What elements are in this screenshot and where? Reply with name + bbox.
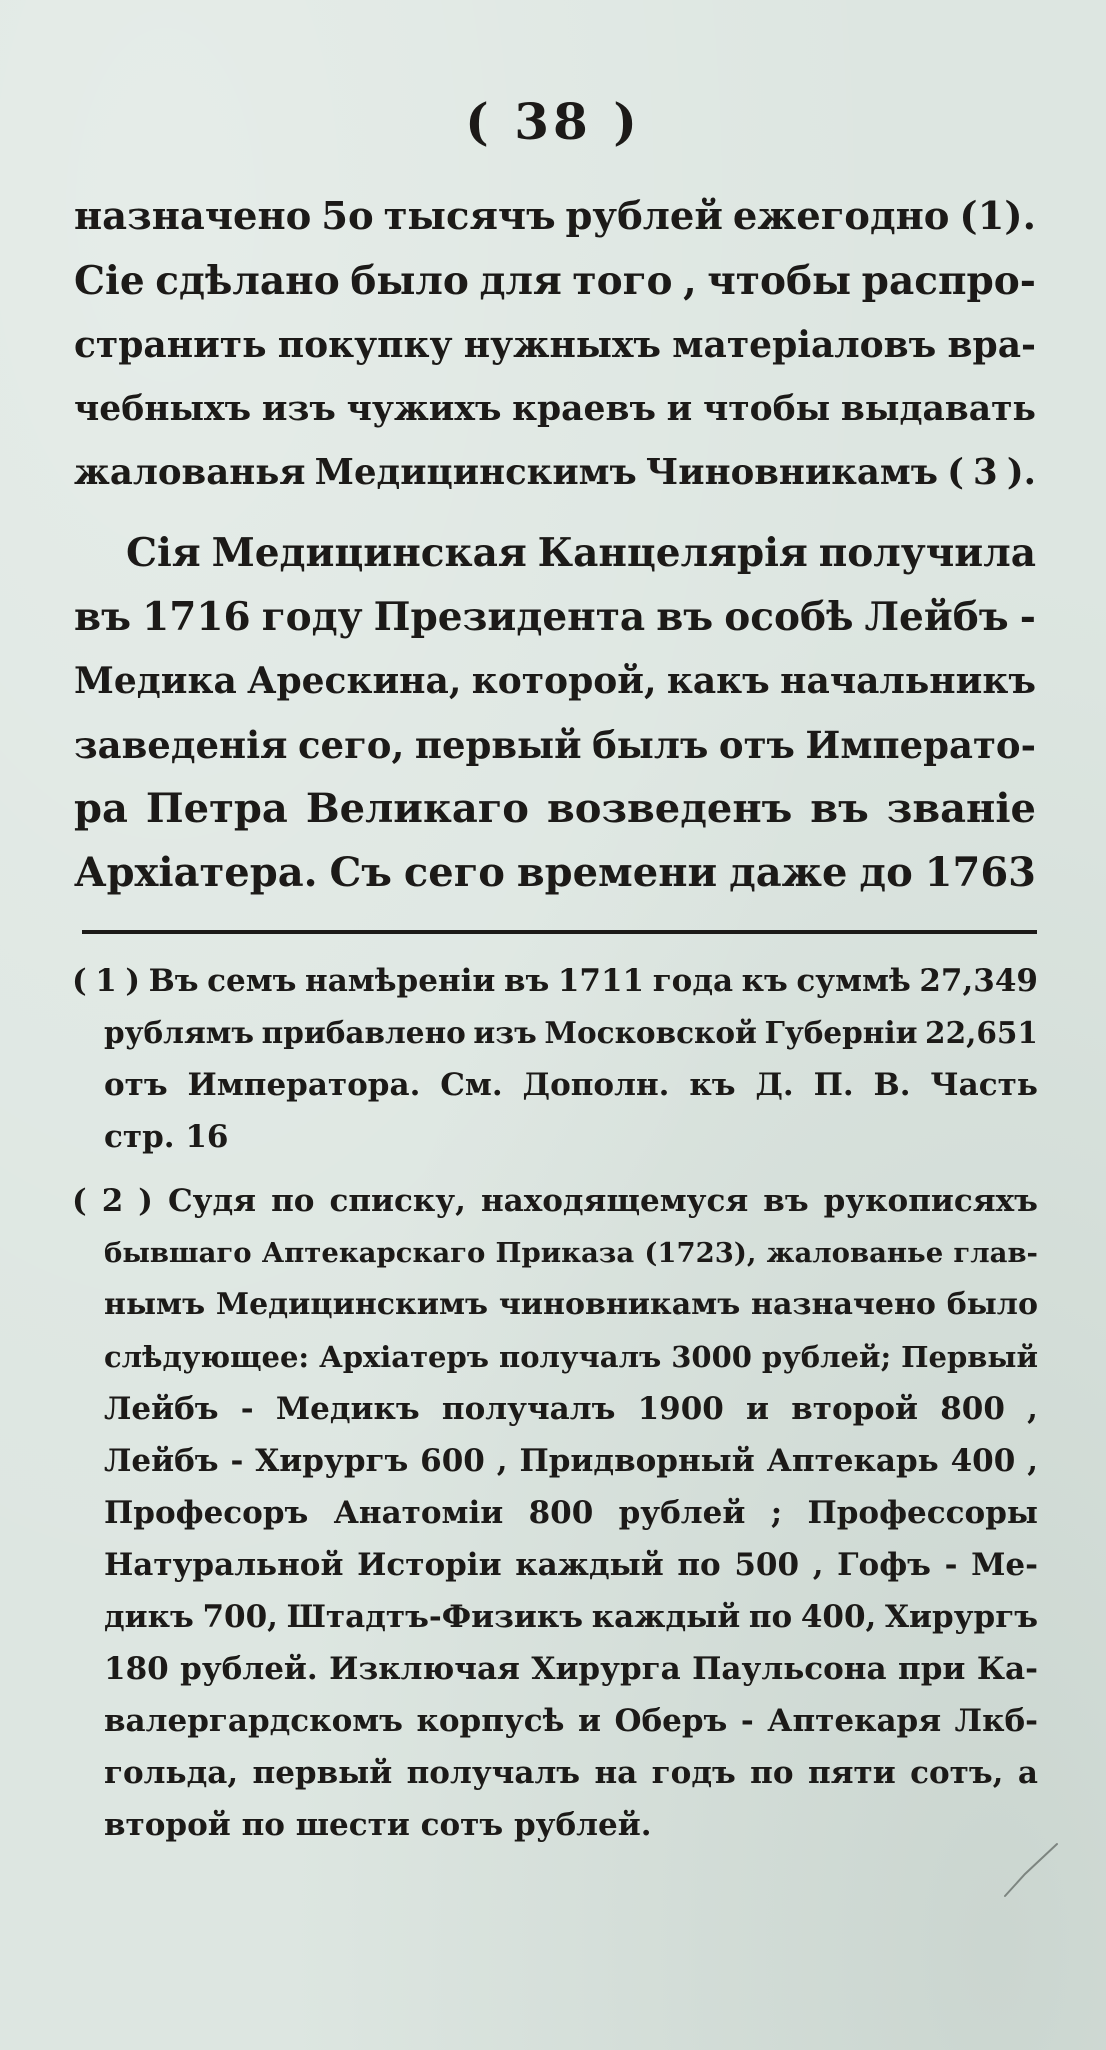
word: пяти: [807, 1755, 896, 1791]
word: Ка-: [976, 1651, 1038, 1687]
word: намѣреніи: [305, 963, 496, 999]
word: (: [947, 452, 964, 493]
word: которой,: [471, 660, 657, 702]
word: вра-: [947, 324, 1036, 366]
word: Лкб-: [954, 1703, 1038, 1739]
word: Императора.: [187, 1067, 421, 1103]
word: сего,: [298, 723, 405, 767]
word: даже: [729, 849, 848, 896]
word: первый: [414, 723, 582, 767]
word: ,: [683, 258, 697, 304]
word: Аптекаря: [767, 1703, 942, 1739]
word: и: [577, 1703, 601, 1739]
footnote-line-content: второй по шести сотъ рублей.: [104, 1807, 652, 1843]
text-line: [74, 841, 1036, 905]
word: -: [240, 1391, 254, 1427]
word: Хирургъ: [255, 1443, 409, 1479]
word: прибавлено: [261, 1015, 466, 1050]
text-line: [74, 521, 1036, 585]
word: каждый: [515, 1547, 664, 1583]
text-line: [74, 185, 1036, 249]
word: Медика: [74, 660, 237, 702]
word: въ: [74, 594, 132, 640]
text-line: [74, 585, 1036, 649]
word: получалъ: [441, 1391, 616, 1427]
word: 600: [420, 1443, 485, 1479]
word: получила: [818, 530, 1036, 576]
word: семъ: [207, 963, 297, 999]
footnote-line: [72, 1007, 1038, 1059]
footnote-line: [72, 1175, 1038, 1227]
word: распро-: [861, 258, 1036, 304]
word: и: [666, 389, 693, 429]
word: сдѣлано: [155, 258, 340, 304]
word: на: [594, 1755, 638, 1791]
word: начальникъ: [780, 660, 1036, 702]
word: до: [859, 849, 913, 896]
word: (1723),: [644, 1237, 757, 1269]
word: званіе: [886, 785, 1036, 832]
word: изъ: [473, 1015, 537, 1050]
word: рукописяхъ: [823, 1183, 1038, 1219]
word: чтобы: [707, 258, 852, 304]
word: гольда,: [104, 1755, 239, 1791]
word: покупку: [277, 324, 453, 366]
word: Медицинскимъ: [314, 452, 637, 493]
text-line: [74, 249, 1036, 313]
word: Съ: [329, 849, 392, 896]
word: рублей;: [761, 1340, 892, 1374]
footnote-line: [72, 1435, 1038, 1487]
word: какъ: [666, 660, 770, 702]
word: Приказа: [495, 1237, 635, 1269]
footnote-line: [72, 1383, 1038, 1435]
word: жалованья: [74, 452, 306, 493]
word: В.: [873, 1067, 911, 1103]
word: выдавать: [840, 389, 1036, 429]
word: Ме-: [971, 1547, 1038, 1583]
word: (: [72, 963, 87, 999]
word: (: [72, 1183, 87, 1219]
word: получалъ: [406, 1755, 581, 1791]
word: (1).: [959, 194, 1036, 239]
word: Медицинскимъ: [215, 1287, 489, 1322]
word: чебныхъ: [74, 389, 252, 429]
word: въ: [656, 594, 714, 640]
word: странить: [74, 324, 267, 366]
word: годъ: [651, 1755, 736, 1791]
word: Професоръ: [104, 1495, 309, 1531]
word: Московской: [544, 1015, 757, 1050]
word: Канцелярія: [537, 530, 808, 576]
word: къ: [741, 963, 788, 999]
word: въ: [763, 1183, 809, 1219]
word: 500: [734, 1547, 800, 1583]
word: Сіе: [74, 258, 145, 304]
word: валергардскомъ: [104, 1703, 403, 1739]
word: возведенъ: [546, 785, 793, 832]
word: нымъ: [104, 1287, 206, 1322]
word: нужныхъ: [463, 324, 662, 366]
footnote-line-content: стр. 16: [104, 1119, 229, 1155]
word: 400,: [800, 1599, 877, 1635]
footnote-separator: [82, 930, 1037, 934]
word: бывшаго: [104, 1237, 252, 1269]
word: первый: [252, 1755, 393, 1791]
word: было: [350, 258, 469, 304]
text-line: [74, 777, 1036, 841]
word: См.: [440, 1067, 503, 1103]
text-line: [74, 713, 1036, 777]
word: рублей: [565, 194, 723, 239]
word: 5о: [321, 194, 374, 239]
word: Аптекарь: [766, 1443, 939, 1479]
word: ежегодно: [732, 194, 950, 239]
word: а: [1017, 1755, 1038, 1791]
footnote-line: [72, 1539, 1038, 1591]
word: былъ: [592, 723, 709, 767]
word: Профессоры: [807, 1495, 1038, 1531]
word: Великаго: [305, 785, 529, 832]
footnote-line: [72, 1591, 1038, 1643]
word: Медикъ: [275, 1391, 420, 1427]
word: ,: [1027, 1443, 1038, 1479]
word: Императо-: [805, 723, 1036, 767]
word: 800: [528, 1495, 594, 1531]
footnote-spacer: [72, 1163, 1038, 1175]
word: Штадтъ-Физикъ: [286, 1599, 584, 1635]
word: ): [125, 963, 141, 999]
word: Судя: [167, 1183, 257, 1219]
word: чужихъ: [346, 389, 502, 429]
word: корпусѣ: [416, 1703, 565, 1739]
word: изъ: [261, 389, 336, 429]
word: Оберъ: [614, 1703, 728, 1739]
word: 22,651: [925, 1015, 1038, 1050]
word: Придворный: [519, 1443, 755, 1479]
word: чтобы: [702, 389, 831, 429]
text-line: [74, 313, 1036, 377]
footnote-line: [72, 1059, 1038, 1111]
word: каждый: [591, 1599, 741, 1635]
pencil-mark-icon: [1001, 1840, 1061, 1900]
word: 27,349: [919, 963, 1038, 999]
word: для: [479, 258, 562, 304]
word: при: [898, 1651, 966, 1687]
word: Дополн.: [522, 1067, 670, 1103]
word: списку,: [329, 1183, 466, 1219]
word: -: [740, 1703, 754, 1739]
word: Часть: [930, 1067, 1038, 1103]
footnote-line: [72, 1747, 1038, 1799]
word: назначено: [74, 194, 312, 239]
word: второй: [791, 1391, 918, 1427]
word: тысячъ: [383, 194, 556, 239]
word: Архіатеръ: [319, 1340, 490, 1374]
word: глав-: [953, 1237, 1038, 1269]
word: по: [748, 1599, 793, 1635]
word: 700,: [202, 1599, 278, 1635]
footnote-line: [72, 1799, 1038, 1851]
word: чиновникамъ: [498, 1287, 741, 1322]
word: Чиновникамъ: [645, 452, 938, 493]
word: по: [677, 1547, 721, 1583]
word: по: [271, 1183, 315, 1219]
word: Д.: [755, 1067, 794, 1103]
word: Сія: [126, 530, 201, 576]
word: Анатоміи: [333, 1495, 504, 1531]
word: заведенія: [74, 723, 288, 767]
footnote-line: [72, 1111, 1038, 1163]
word: -: [1019, 594, 1036, 640]
word: и: [746, 1391, 770, 1427]
word: было: [946, 1287, 1038, 1322]
word: -: [230, 1443, 244, 1479]
word: ;: [770, 1495, 783, 1531]
word: ,: [1027, 1391, 1038, 1427]
word: краевъ: [512, 389, 656, 429]
word: Изключая: [329, 1651, 520, 1687]
word: Исторіи: [357, 1547, 502, 1583]
page-number: ( 38 ): [465, 92, 641, 151]
word: 800: [940, 1391, 1005, 1427]
word: 1763: [924, 849, 1036, 896]
word: году: [261, 594, 363, 640]
text-line: [74, 649, 1036, 713]
word: сотъ,: [910, 1755, 1004, 1791]
footnote-line: [72, 1279, 1038, 1331]
word: Архіатера.: [74, 849, 318, 896]
word: Лейбъ: [104, 1443, 219, 1479]
word: къ: [689, 1067, 736, 1103]
word: того: [572, 258, 673, 304]
word: рублямъ: [104, 1015, 255, 1050]
word: матеріаловъ: [672, 324, 937, 366]
word: дикъ: [104, 1599, 194, 1635]
word: ): [138, 1183, 153, 1219]
word: особѣ: [724, 594, 854, 640]
word: Хирурга: [531, 1651, 681, 1687]
word: суммѣ: [796, 963, 911, 999]
word: года: [652, 963, 734, 999]
word: ,: [496, 1443, 508, 1479]
word: ра: [74, 785, 128, 832]
footnote-line: [72, 1643, 1038, 1695]
footnote-line: [72, 1227, 1038, 1279]
word: -: [944, 1547, 958, 1583]
word: въ: [810, 785, 869, 832]
word: Натуральной: [104, 1547, 344, 1583]
footnotes-block: [72, 955, 1038, 1851]
word: 1716: [142, 594, 251, 640]
word: Въ: [148, 963, 199, 999]
footnote-line: [72, 1487, 1038, 1539]
word: рублей.: [180, 1651, 318, 1687]
word: ).: [1006, 452, 1036, 493]
word: отъ: [718, 723, 795, 767]
word: 1: [95, 963, 117, 999]
word: Гофъ: [837, 1547, 931, 1583]
word: рублей: [618, 1495, 746, 1531]
word: Президента: [373, 594, 646, 640]
word: Губерніи: [764, 1015, 918, 1050]
footnote-line: [72, 1331, 1038, 1383]
word: слѣдующее:: [104, 1340, 310, 1374]
word: получалъ: [498, 1340, 662, 1374]
main-text-block: [74, 185, 1036, 905]
word: 1900: [637, 1391, 724, 1427]
word: П.: [813, 1067, 854, 1103]
word: находящемуся: [480, 1183, 749, 1219]
text-line: [74, 377, 1036, 441]
footnote-line: [72, 1695, 1038, 1747]
word: жалованье: [766, 1237, 944, 1269]
word: 180: [104, 1651, 169, 1687]
word: Лейбъ: [864, 594, 1009, 640]
footnote-line: [72, 955, 1038, 1007]
word: въ: [503, 963, 550, 999]
word: по: [750, 1755, 794, 1791]
text-line: [74, 441, 1036, 505]
word: Аптекарскаго: [261, 1237, 486, 1269]
word: 1711: [557, 963, 645, 999]
word: Паульсона: [692, 1651, 887, 1687]
word: Лейбъ: [104, 1391, 219, 1427]
word: Хирургъ: [884, 1599, 1038, 1635]
word: назначено: [750, 1287, 936, 1322]
word: ,: [812, 1547, 824, 1583]
word: 2: [101, 1183, 124, 1219]
word: Арескина,: [247, 660, 462, 702]
word: 3000: [671, 1340, 752, 1374]
word: 400: [950, 1443, 1016, 1479]
word: 3: [973, 452, 998, 493]
word: Медицинская: [211, 530, 527, 576]
word: сего: [403, 849, 505, 896]
word: Первый: [901, 1340, 1038, 1374]
word: времени: [516, 849, 718, 896]
word: отъ: [104, 1067, 168, 1103]
word: Петра: [145, 785, 288, 832]
